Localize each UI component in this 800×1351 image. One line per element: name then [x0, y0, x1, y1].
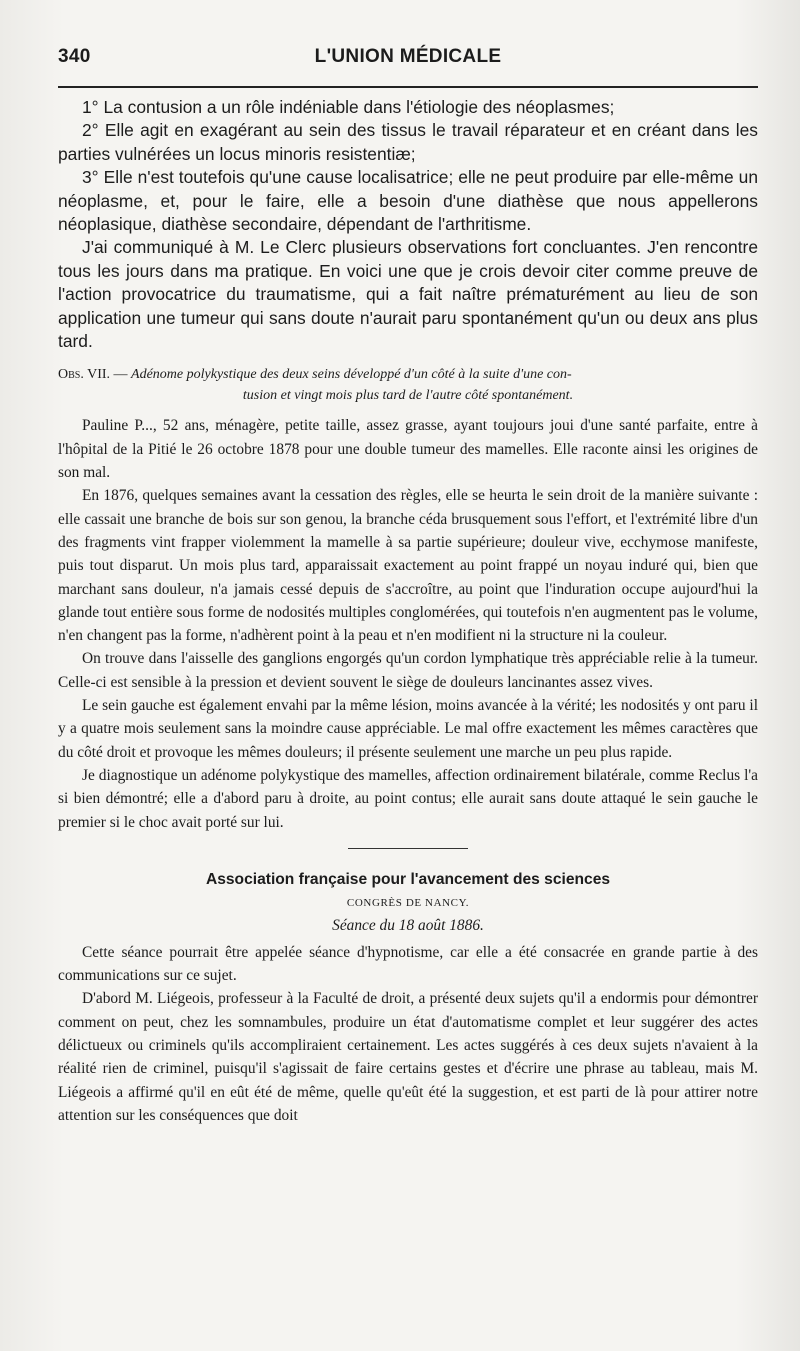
session-report	[58, 941, 758, 1127]
page-number: 340	[58, 46, 91, 67]
section-divider	[348, 848, 468, 849]
section-title: Association française pour l'avancement des sciences	[205, 870, 611, 888]
observation-title-line1: Adénome polykystique des deux seins développé d'un côté à la suite d'une con-	[131, 367, 572, 383]
congress-name: CONGRÈS DE NANCY.	[346, 896, 470, 909]
case-paragraph: Je diagnostique un adénome polykystique des mamelles, affection ordinairement bilatérale, comme Reclus l'a si bien démontré; elle a d'abord paru à droite, au point contus; elle aurait sans doute attaqué le sein gauche le premier si le choc avait porté sur lui.	[58, 766, 758, 831]
case-paragraph: Le sein gauche est également envahi par la même lésion, moins avancée à la vérité; les nodosités y ont paru il y a quatre mois seulement sans la moindre cause appréciable. Le mal offre exactement les mêmes caractères que du côté droit et provoque les mêmes douleurs; il présente seulement une marche un peu plus rapide.	[58, 697, 758, 761]
observation-title-line2: tusion et vingt mois plus tard de l'autre côté spontanément.	[242, 388, 574, 404]
header-rule	[58, 86, 758, 88]
observation-heading	[58, 364, 758, 385]
case-paragraph: En 1876, quelques semaines avant la cessation des règles, elle se heurta le sein droit de la manière suivante : elle cassait une branche de bois sur son genou, la branche céda brusquement sous l'effort, et l'extrémité libre d'un des fragments vint frapper violemment la mamelle à sa partie supérieure; douleur vive, ecchymose manifeste, puis tout disparut. Un mois plus tard, apparaissait exactement au point frappé un noyau induré qui, bien que marchant sans douleur, n'a jamais cessé depuis de s'accroître, au point que l'induration occupe aujourd'hui la glande tout entière sous forme de nodosités multiples conglomérées, qui toutefois n'en augmentent pas le volume, n'en changent pas la forme, n'adhèrent point à la peau et n'en modifient ni la structure ni la couleur.	[58, 487, 758, 645]
conclusion-1: 1° La contusion a un rôle indéniable dans l'étiologie des néoplasmes;	[82, 97, 615, 117]
conclusion-2: 2° Elle agit en exagérant au sein des tissus le travail réparateur et en créant dans les parties vulnérées un locus minoris resistentiæ;	[58, 120, 758, 164]
case-paragraph: Pauline P..., 52 ans, ménagère, petite taille, assez grasse, ayant toujours joui d'une santé parfaite, entre à l'hôpital de la Pitié le 26 octobre 1878 pour une double tumeur des mamelles. Elle raconte ainsi les origines de son mal.	[58, 417, 758, 482]
case-report	[58, 414, 758, 833]
running-head	[58, 46, 758, 76]
conclusions-list	[58, 96, 758, 236]
session-paragraph: Cette séance pourrait être appelée séance d'hypnotisme, car elle a été consacrée en grande partie à des communications sur ce sujet.	[58, 943, 758, 985]
paragraph-communique: J'ai communiqué à M. Le Clerc plusieurs observations fort concluantes. J'en rencontre tous les jours dans ma pratique. En voici une que je crois devoir citer comme preuve de l'action provocatrice du traumatisme, qui a fait naître prématurément au lieu de son application une tumeur qui sans doute n'aurait paru spontanément qu'un ou deux ans plus tard.	[58, 237, 758, 352]
session-paragraph: D'abord M. Liégeois, professeur à la Faculté de droit, a présenté deux sujets qu'il a endormis pour démontrer comment on peut, chez les somnambules, produire un état d'automatisme complet et leur suggérer des actes délictueux ou criminels qu'ils accompliraient certainement. Les actes suggérés à ces deux sujets n'avaient à la réalité rien de criminel, puisqu'il s'agissait de faire certains gestes et d'écrire une phrase au tableau, mais M. Liégeois a affirmé qu'il en eût été de même, quelle qu'eût été la suggestion, et est parti de là pour attirer notre attention sur les conséquences que doit	[58, 990, 758, 1124]
case-paragraph: On trouve dans l'aisselle des ganglions engorgés qu'un cordon lymphatique très appréciable relie à la tumeur. Celle-ci est sensible à la pression et devient souvent le siège de douleurs lancinantes assez vives.	[58, 650, 758, 691]
journal-title: L'UNION MÉDICALE	[314, 46, 502, 67]
session-date: Séance du 18 août 1886.	[332, 916, 484, 934]
observation-label: Obs. VII.	[58, 367, 111, 383]
conclusion-3: 3° Elle n'est toutefois qu'une cause localisatrice; elle ne peut produire par elle-même un néoplasme, et, pour le faire, elle a besoin d'une diathèse que nous appellerons néoplasique, diathèse secondaire, dépendant de l'arthritisme.	[58, 167, 758, 235]
observation-dash: —	[110, 367, 132, 383]
